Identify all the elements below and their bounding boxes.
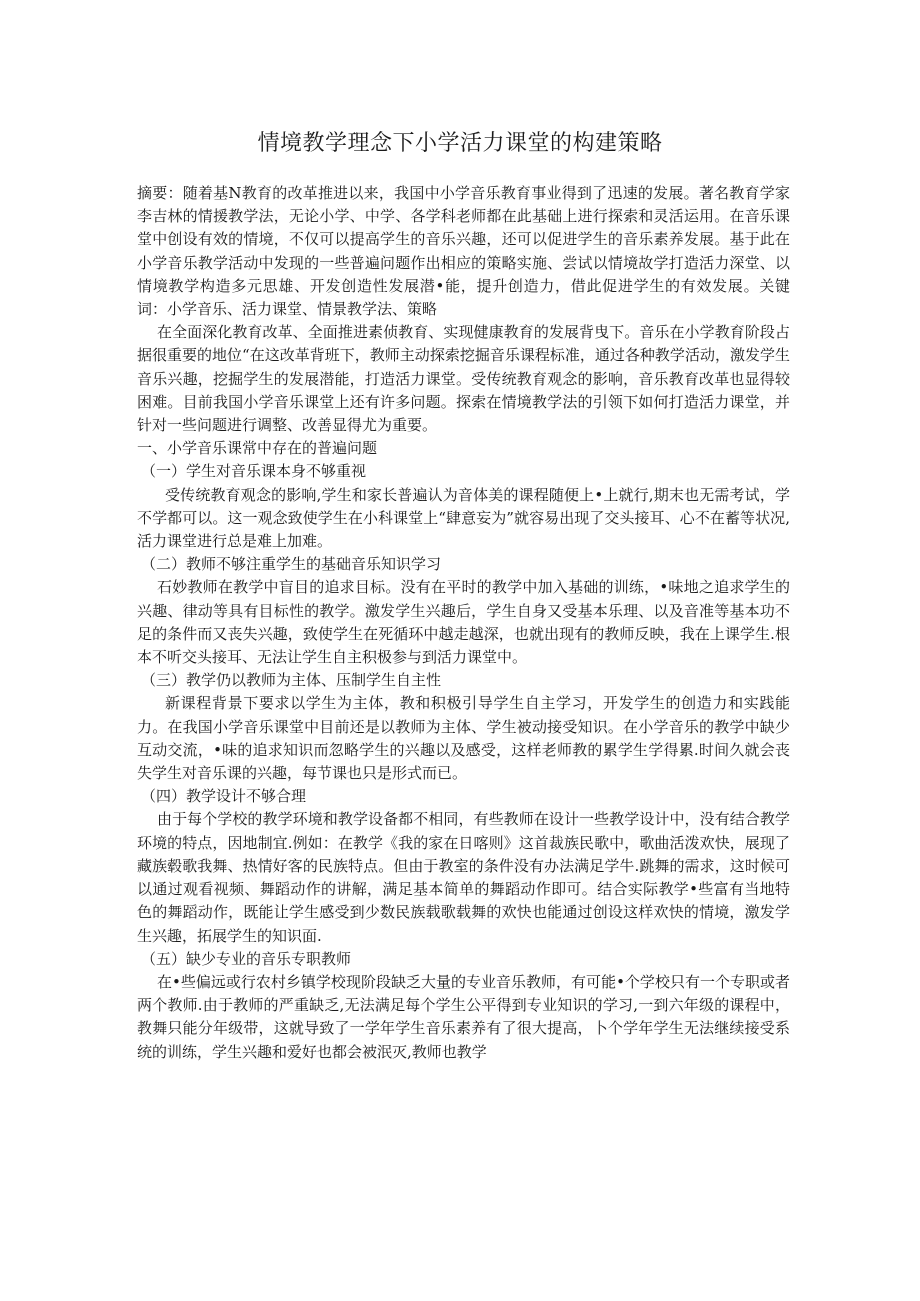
abstract-paragraph: 摘要：随着基N教育的改革推进以来，我国中小学音乐教育事业得到了迅速的发展。著名教育学家李吉林的情援教学法，无论小学、中学、各学科老师都在此基础上进行探索和灵活运用。在音乐课堂中创设有效的情境，不仅可以提高学生的音乐兴趣，还可以促进学生的音乐素养发展。基于此在小学音乐教学活动中发现的一些普遍问题作出相应的策略实施、尝试以情境故学打造活力深堂、以情境教学构造多元思雄、开发创造性发展潜•能，提升创造力，借此促进学生的有效发展。关键词：小学音乐、活力课堂、情景教学法、策略 xyxy=(137,184,790,319)
subsection-heading: （五）缺少专业的音乐专职教师 xyxy=(141,949,352,968)
subsection-paragraph: 由于每个学校的教学环境和教学设备都不相同，有些教师在设计一些教学设计中，没有结合教学环境的特点，因地制宜.例如：在教学《我的家在日喀则》这首裁族民歌中，歌曲活泼欢快，展现了藏族毂歌我舞、热情好客的民族特点。但由于教室的条件没有办法满足学牛.跳舞的需求，这时候可以通过观看视频、舞蹈动作的讲解，满足基本简单的舞蹈动作即可。结合实际教学•些富有当地特色的舞蹈动作，既能让学生感受到少数民族载歌载舞的欢快也能通过创设这样欢快的情境，激发学生兴趣，拓展学生的知识面. xyxy=(137,810,790,945)
subsection-heading: （一）学生对音乐课本身不够重视 xyxy=(141,462,367,481)
subsection-heading: （四）教学设计不够合理 xyxy=(141,787,307,806)
subsection-paragraph: 石妙教师在教学中盲目的追求目标。没有在平时的教学中加入基础的训练，•味地之追求学生的兴趣、律动等具有目标性的教学。激发学生兴趣后，学生自身又受基本乐理、以及音准等基本功不足的条件而又丧失兴趣，致使学生在死循环中越走越深，也就出现有的教师反映，我在上课学生.根本不听交头接耳、无法让学生自主积极参与到活力课堂中。 xyxy=(137,578,790,667)
document-body xyxy=(137,182,790,1064)
subsection-heading: （二）教师不够注重学生的基础音乐知识学习 xyxy=(141,555,442,574)
subsection-paragraph: 受传统教育观念的影响,学生和家长普遍认为音体美的课程随便上•上就行,期末也无需考试，学不学都可以。这一观念致使学生在小科课堂上“肆意妄为”就容易出现了交头接耳、心不在蓄等状况,活力课堂进行总是难上加难。 xyxy=(137,485,790,551)
subsection-paragraph: 新课程背景下要求以学生为主体，教和积极引导学生自主学习，开发学生的创造力和实践能力。在我国小学音乐课堂中目前还是以教师为主体、学生被动接受知识。在小学音乐的教学中缺少互动交流，•味的追求知识而忽略学生的兴趣以及感受，这样老师教的累学生学得累.时间久就会丧失学生对音乐课的兴趣，每节课也只是形式而已。 xyxy=(137,694,790,783)
subsection-paragraph: 在•些偏远或行农村乡镇学校现阶段缺乏大量的专业音乐教师，有可能•个学校只有一个专职或者两个教师.由于教师的严重缺乏,无法满足每个学生公平得到专业知识的学习,一到六年级的课程中，教舞只能分年级带，这就导致了一学年学生音乐素养有了很大提高，卜个学年学生无法继续接受系统的训练，学生兴趣和爱好也都会被泯灭,教师也教学 xyxy=(137,972,790,1061)
intro-paragraph: 在全面深化教育改革、全面推进素侦教育、实现健康教育的发展背曳下。音乐在小学教育阶段占据很重要的地位“在这改革背班下，教师主动探索挖掘音乐课程标准，通过各种教学活动，激发学生音乐兴趣，挖掘学生的发展潜能，打造活力课堂。受传统教育观念的影响，音乐教育改革也显得较困难。目前我国小学音乐课堂上还有许多问题。探索在情境教学法的引领下如何打造活力课堂，并针对一些问题进行调整、改善显得尤为重要。 xyxy=(137,323,790,435)
subsection-heading: （三）教学仍以教师为主体、压制学生自主性 xyxy=(141,671,442,690)
section-heading: 一、小学音乐课常中存在的普遍问题 xyxy=(137,439,378,458)
document-title: 情境教学理念下小学活力课堂的构建策略 xyxy=(257,131,663,156)
